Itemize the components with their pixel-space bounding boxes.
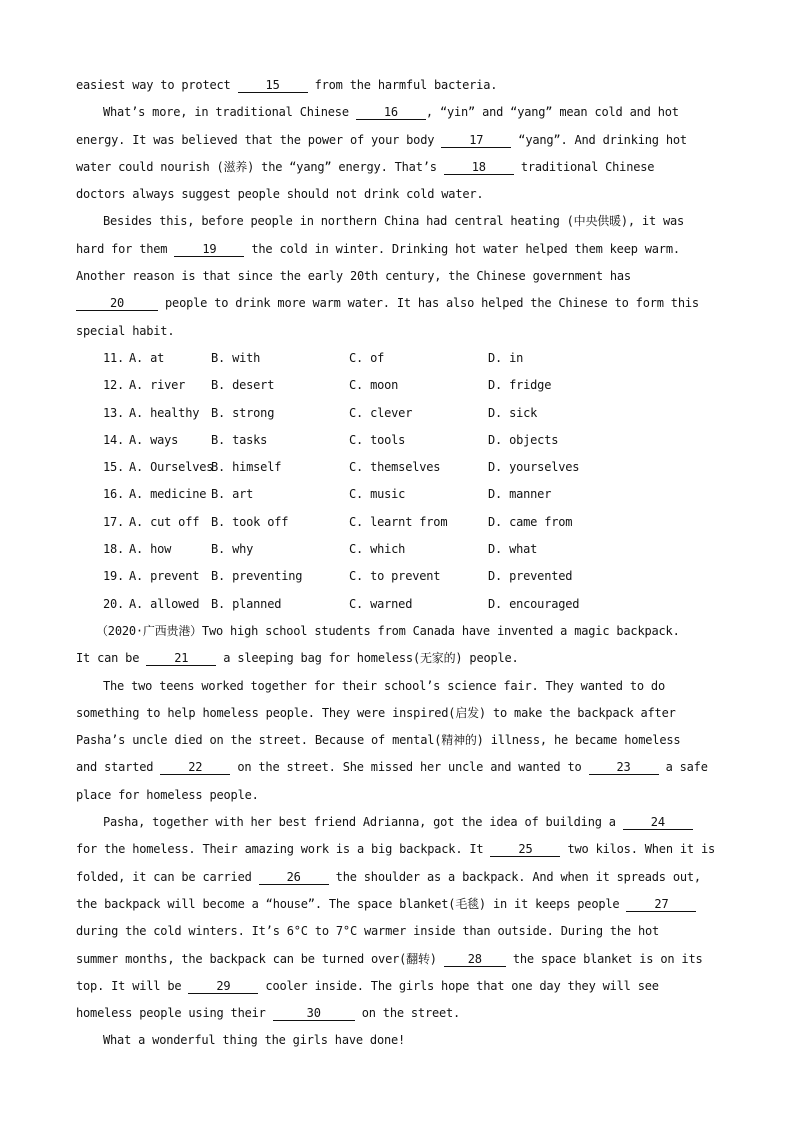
blank-25: 25 — [490, 843, 560, 857]
option-c: C. which — [349, 542, 406, 557]
blank-21: 21 — [146, 652, 216, 666]
question-number: 18. — [103, 542, 125, 557]
question-number: 19. — [103, 569, 125, 584]
question-number: 20. — [103, 596, 125, 611]
option-c: C. learnt from — [349, 514, 448, 529]
passage1-p2-line-2: hard for them 19 the cold in winter. Drinking hot water helped them keep warm. — [76, 241, 680, 256]
passage2-p2-line-1: Pasha, together with her best friend Adrianna, got the idea of building a 24 — [76, 809, 716, 836]
option-row — [76, 454, 716, 481]
option-d: D. prevented — [488, 569, 573, 584]
passage2-p1-line-3: Pasha’s uncle died on the street. Because of mental(精神的) illness, he became homeless — [76, 733, 681, 748]
blank-30: 30 — [273, 1007, 355, 1021]
option-a: A. medicine — [129, 487, 207, 502]
option-row — [76, 400, 716, 427]
option-d: D. what — [488, 542, 538, 557]
question-number: 14. — [103, 432, 125, 447]
blank-23: 23 — [589, 761, 659, 775]
passage2-p2-line-8: homeless people using their 30 on the street. — [76, 1006, 461, 1021]
option-row — [76, 372, 716, 399]
passage1-p1-line-2: energy. It was believed that the power of your body 17 “yang”. And drinking hot — [76, 132, 687, 147]
option-d: D. objects — [488, 432, 559, 447]
question-number: 16. — [103, 487, 125, 502]
question-number: 11. — [103, 350, 125, 365]
passage2-p1-line-4: and started 22 on the street. She missed her uncle and wanted to 23 a safe — [76, 760, 708, 775]
option-d: D. encouraged — [488, 596, 580, 611]
option-b: B. himself — [211, 460, 282, 475]
blank-18: 18 — [444, 161, 514, 175]
passage1-p1-line-3: water could nourish (滋养) the “yang” energy. That’s 18 traditional Chinese — [76, 159, 655, 174]
option-row — [76, 345, 716, 372]
blank-27: 27 — [626, 898, 696, 912]
option-d: D. sick — [488, 405, 538, 420]
document-page — [76, 72, 716, 1055]
option-c: C. to prevent — [349, 569, 441, 584]
option-b: B. art — [211, 487, 254, 502]
option-row — [76, 481, 716, 508]
passage2-p2-line-5: during the cold winters. It’s 6°C to 7°C warmer inside than outside. During the hot — [76, 924, 660, 939]
question-number: 15. — [103, 460, 125, 475]
blank-15: 15 — [238, 79, 308, 93]
question-number: 12. — [103, 378, 125, 393]
option-c: C. of — [349, 350, 385, 365]
question-number: 13. — [103, 405, 125, 420]
passage2-closing: What a wonderful thing the girls have done! — [103, 1033, 406, 1048]
passage1-p1-line-1: What’s more, in traditional Chinese 16 , “yin” and “yang” mean cold and hot — [103, 105, 679, 120]
option-a: A. how — [129, 542, 172, 557]
option-a: A. prevent — [129, 569, 200, 584]
passage2-p2-line-6: summer months, the backpack can be turned over(翻转) 28 the space blanket is on its — [76, 951, 703, 966]
passage2-intro-line-2: It can be 21 a sleeping bag for homeless(无家的) people. — [76, 651, 519, 666]
option-b: B. desert — [211, 378, 275, 393]
option-a: A. cut off — [129, 514, 200, 529]
option-d: D. manner — [488, 487, 552, 502]
option-row — [76, 509, 716, 536]
passage1-p2-line-3: Another reason is that since the early 20th century, the Chinese government has — [76, 269, 631, 284]
option-b: B. planned — [211, 596, 282, 611]
passage2-p1-line-5: place for homeless people. — [76, 787, 259, 802]
option-c: C. themselves — [349, 460, 441, 475]
passage2-p2-line-7: top. It will be 29 cooler inside. The girls hope that one day they will see — [76, 978, 659, 993]
passage1-p2-line-5: special habit. — [76, 323, 175, 338]
passage2-p1-line-1: The two teens worked together for their school’s science fair. They wanted to do — [103, 678, 665, 693]
blank-29: 29 — [188, 980, 258, 994]
option-b: B. with — [211, 350, 261, 365]
option-b: B. preventing — [211, 569, 303, 584]
option-row — [76, 563, 716, 590]
option-a: A. at — [129, 350, 165, 365]
option-row — [76, 591, 716, 618]
option-a: A. Ourselves — [129, 460, 214, 475]
option-c: C. tools — [349, 432, 406, 447]
option-c: C. moon — [349, 378, 399, 393]
option-a: A. river — [129, 378, 186, 393]
option-c: C. music — [349, 487, 406, 502]
option-b: B. strong — [211, 405, 275, 420]
passage2-p1-line-2: something to help homeless people. They were inspired(启发) to make the backpack after — [76, 705, 676, 720]
passage1-line-0: easiest way to protect 15 from the harmful bacteria. — [76, 78, 498, 92]
option-d: D. came from — [488, 514, 573, 529]
passage2-p2-line-4: the backpack will become a “house”. The space blanket(毛毯) in it keeps people 27 — [76, 891, 716, 918]
option-row — [76, 536, 716, 563]
option-a: A. healthy — [129, 405, 200, 420]
options-list — [76, 345, 716, 618]
option-d: D. fridge — [488, 378, 552, 393]
option-a: A. ways — [129, 432, 179, 447]
option-b: B. why — [211, 542, 254, 557]
passage1-p2-line-1: Besides this, before people in northern China had central heating (中央供暖), it was — [103, 214, 685, 229]
blank-19: 19 — [174, 243, 244, 257]
blank-20: 20 — [76, 297, 158, 311]
option-d: D. yourselves — [488, 460, 580, 475]
option-row — [76, 427, 716, 454]
passage1-p1-line-4: doctors always suggest people should not drink cold water. — [76, 187, 484, 202]
option-c: C. clever — [349, 405, 413, 420]
option-d: D. in — [488, 350, 524, 365]
option-a: A. allowed — [129, 596, 200, 611]
option-b: B. tasks — [211, 432, 268, 447]
option-c: C. warned — [349, 596, 413, 611]
blank-16: 16 — [356, 106, 426, 120]
blank-24: 24 — [623, 816, 693, 830]
passage2-p2-line-3: folded, it can be carried 26 the shoulder as a backpack. And when it spreads out, — [76, 869, 701, 884]
option-b: B. took off — [211, 514, 289, 529]
passage1-p2-line-4: 20 people to drink more warm water. It has also helped the Chinese to form this — [76, 290, 716, 317]
blank-28: 28 — [444, 953, 506, 967]
blank-22: 22 — [160, 761, 230, 775]
passage2-p2-line-2: for the homeless. Their amazing work is a big backpack. It 25 two kilos. When it is — [76, 842, 715, 857]
passage2-intro-line-1: （2020·广西贵港）Two high school students from Canada have invented a magic backpack. — [96, 623, 680, 638]
blank-26: 26 — [259, 871, 329, 885]
blank-17: 17 — [441, 134, 511, 148]
question-number: 17. — [103, 514, 125, 529]
